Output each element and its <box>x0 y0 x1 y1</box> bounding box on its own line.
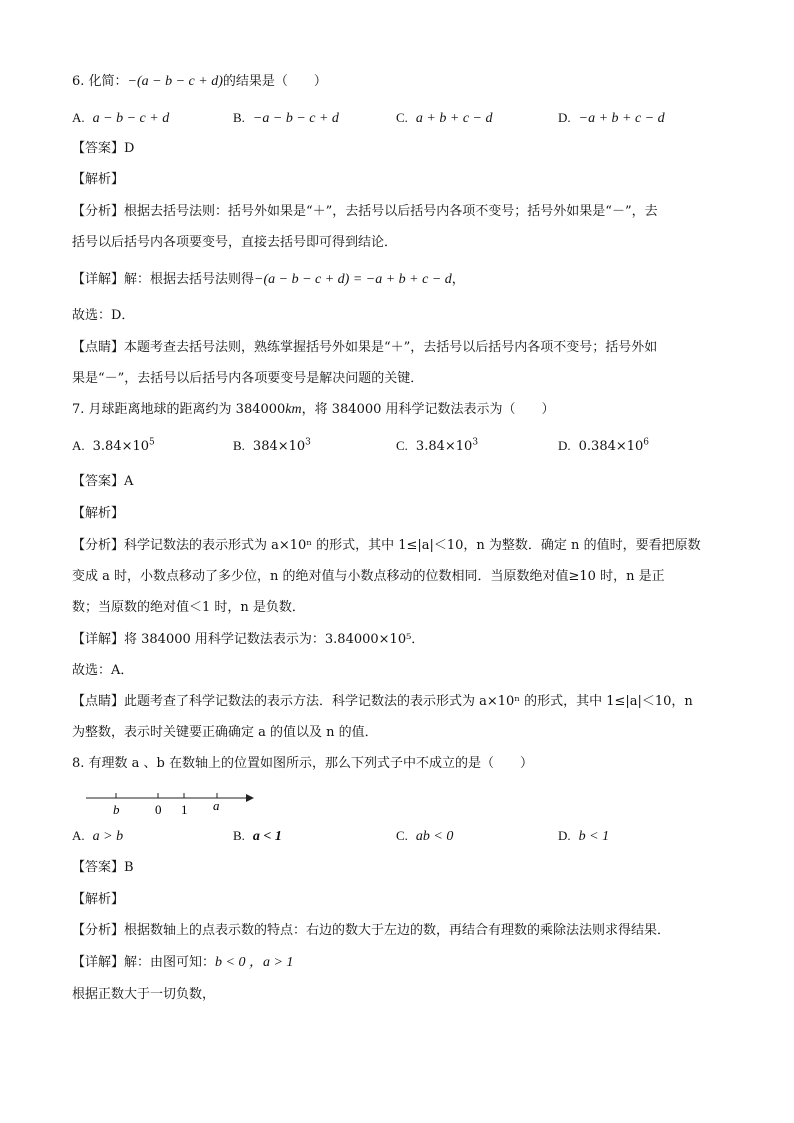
q6-stem-prefix: 6. 化简： <box>72 74 128 89</box>
q8-option-d[interactable] <box>558 826 609 847</box>
q7-answer: 【答案】A <box>72 474 134 489</box>
option-base: 384×10 <box>252 439 306 454</box>
option-label: D. <box>558 110 571 125</box>
q8-answer: 【答案】B <box>72 860 134 875</box>
q6-xiangjie <box>72 270 465 290</box>
option-label: B. <box>233 438 245 453</box>
option-text: a < 1 <box>252 829 282 844</box>
number-line-figure <box>86 788 256 818</box>
q8-xiangjie-expr: b < 0 ，a > 1 <box>215 955 294 970</box>
option-label: A. <box>72 110 85 125</box>
option-exp: 3 <box>305 437 311 448</box>
q7-dianjing-line2: 为整数，表示时关键要正确确定 a 的值以及 n 的值． <box>72 725 378 740</box>
label-b: b <box>113 802 120 817</box>
q6-xiangjie-prefix: 【详解】解：根据去括号法则得 <box>72 272 255 287</box>
option-text: ab < 0 <box>415 829 454 844</box>
option-label: D. <box>558 828 571 843</box>
q6-options <box>72 108 722 128</box>
q8-option-a[interactable] <box>72 826 123 847</box>
q6-stem <box>72 72 327 92</box>
q7-option-b[interactable] <box>233 436 311 457</box>
option-exp: 6 <box>643 437 650 448</box>
q7-analysis-heading: 【解析】 <box>72 506 125 521</box>
q7-dianjing-line1: 【点睛】此题考查了科学记数法的表示方法．科学记数法的表示形式为 a×10ⁿ 的形式，其中 1≤|a|＜10，n <box>72 694 693 709</box>
q8-analysis-heading: 【解析】 <box>72 892 125 907</box>
option-text: a > b <box>92 829 124 844</box>
label-a: a <box>213 798 220 813</box>
q7-stem <box>72 400 555 420</box>
q6-option-a[interactable] <box>72 108 169 129</box>
option-text: b < 1 <box>578 829 610 844</box>
q7-option-c[interactable] <box>396 436 478 457</box>
q7-stem-prefix: 7. 月球距离地球的距离约为 384000 <box>72 402 286 417</box>
label-1: 1 <box>181 802 188 817</box>
q8-xiangjie-prefix: 【详解】解：由图可知： <box>72 955 216 970</box>
option-text: a − b − c + d <box>92 111 170 126</box>
q6-dianjing-line1: 【点睛】本题考查去括号法则，熟练掌握括号外如果是“＋”，去括号以后括号内各项不变号；括号外如 <box>72 340 658 355</box>
q8-last-line: 根据正数大于一切负数， <box>72 987 216 1002</box>
option-base: 0.384×10 <box>578 439 644 454</box>
option-exp: 5 <box>149 437 155 448</box>
option-text: −a + b + c − d <box>578 111 665 126</box>
option-label: B. <box>233 828 245 843</box>
q7-fenxi-line3: 数；当原数的绝对值＜1 时，n 是负数． <box>72 600 305 615</box>
q7-choice: 故选：A． <box>72 663 134 678</box>
q8-options <box>72 826 722 846</box>
q7-option-d[interactable] <box>558 436 649 457</box>
option-label: C. <box>396 828 408 843</box>
q6-option-c[interactable] <box>396 108 492 129</box>
option-label: B. <box>233 110 245 125</box>
q8-option-b[interactable] <box>233 826 282 847</box>
q6-stem-suffix: 的结果是（ ） <box>222 74 327 89</box>
q8-fenxi: 【分析】根据数轴上的点表示数的特点：右边的数大于左边的数，再结合有理数的乘除法法则求得结果． <box>72 923 671 938</box>
option-text: −a − b − c + d <box>252 111 339 126</box>
option-base: 3.84×10 <box>92 439 150 454</box>
label-0: 0 <box>155 802 162 817</box>
q6-answer: 【答案】D <box>72 141 135 156</box>
q7-options <box>72 436 722 456</box>
q7-fenxi-line1: 【分析】科学记数法的表示形式为 a×10ⁿ 的形式，其中 1≤|a|＜10，n 为整数．确定 n 的值时，要看把原数 <box>72 538 701 553</box>
q7-xiangjie: 【详解】将 384000 用科学记数法表示为：3.84000×10⁵． <box>72 632 425 647</box>
q6-option-d[interactable] <box>558 108 665 129</box>
q7-option-a[interactable] <box>72 436 155 457</box>
q8-option-c[interactable] <box>396 826 453 847</box>
option-label: C. <box>396 438 408 453</box>
q6-fenxi-line1: 【分析】根据去括号法则：括号外如果是“＋”，去括号以后括号内各项不变号；括号外如果是“－”，去 <box>72 204 658 219</box>
q6-stem-expr: −(a − b − c + d) <box>127 74 223 89</box>
option-label: A. <box>72 828 85 843</box>
q6-analysis-heading: 【解析】 <box>72 172 125 187</box>
arrow-right-icon <box>246 794 254 802</box>
option-label: C. <box>396 110 408 125</box>
q7-stem-suffix: ，将 384000 用科学记数法表示为（ ） <box>301 402 555 417</box>
q6-option-b[interactable] <box>233 108 339 129</box>
q8-stem: 8. 有理数 a 、b 在数轴上的位置如图所示，那么下列式子中不成立的是（ ） <box>72 756 534 771</box>
q6-choice: 故选：D． <box>72 308 135 323</box>
q7-stem-unit: km <box>285 402 302 417</box>
q8-xiangjie <box>72 953 293 973</box>
option-text: a + b + c − d <box>415 111 493 126</box>
option-label: A. <box>72 438 85 453</box>
q6-fenxi-line2: 括号以后括号内各项要变号，直接去括号即可得到结论． <box>72 235 398 250</box>
q6-xiangjie-suffix: ， <box>451 272 465 287</box>
option-label: D. <box>558 438 571 453</box>
option-exp: 3 <box>472 437 479 448</box>
q6-xiangjie-expr: −(a − b − c + d) = −a + b + c − d <box>254 272 452 287</box>
option-base: 3.84×10 <box>415 439 473 454</box>
q6-dianjing-line2: 果是“－”，去括号以后括号内各项要变号是解决问题的关键． <box>72 371 424 386</box>
q7-fenxi-line2: 变成 a 时，小数点移动了多少位，n 的绝对值与小数点移动的位数相同．当原数绝对值≥10 时，n 是正 <box>72 569 665 584</box>
